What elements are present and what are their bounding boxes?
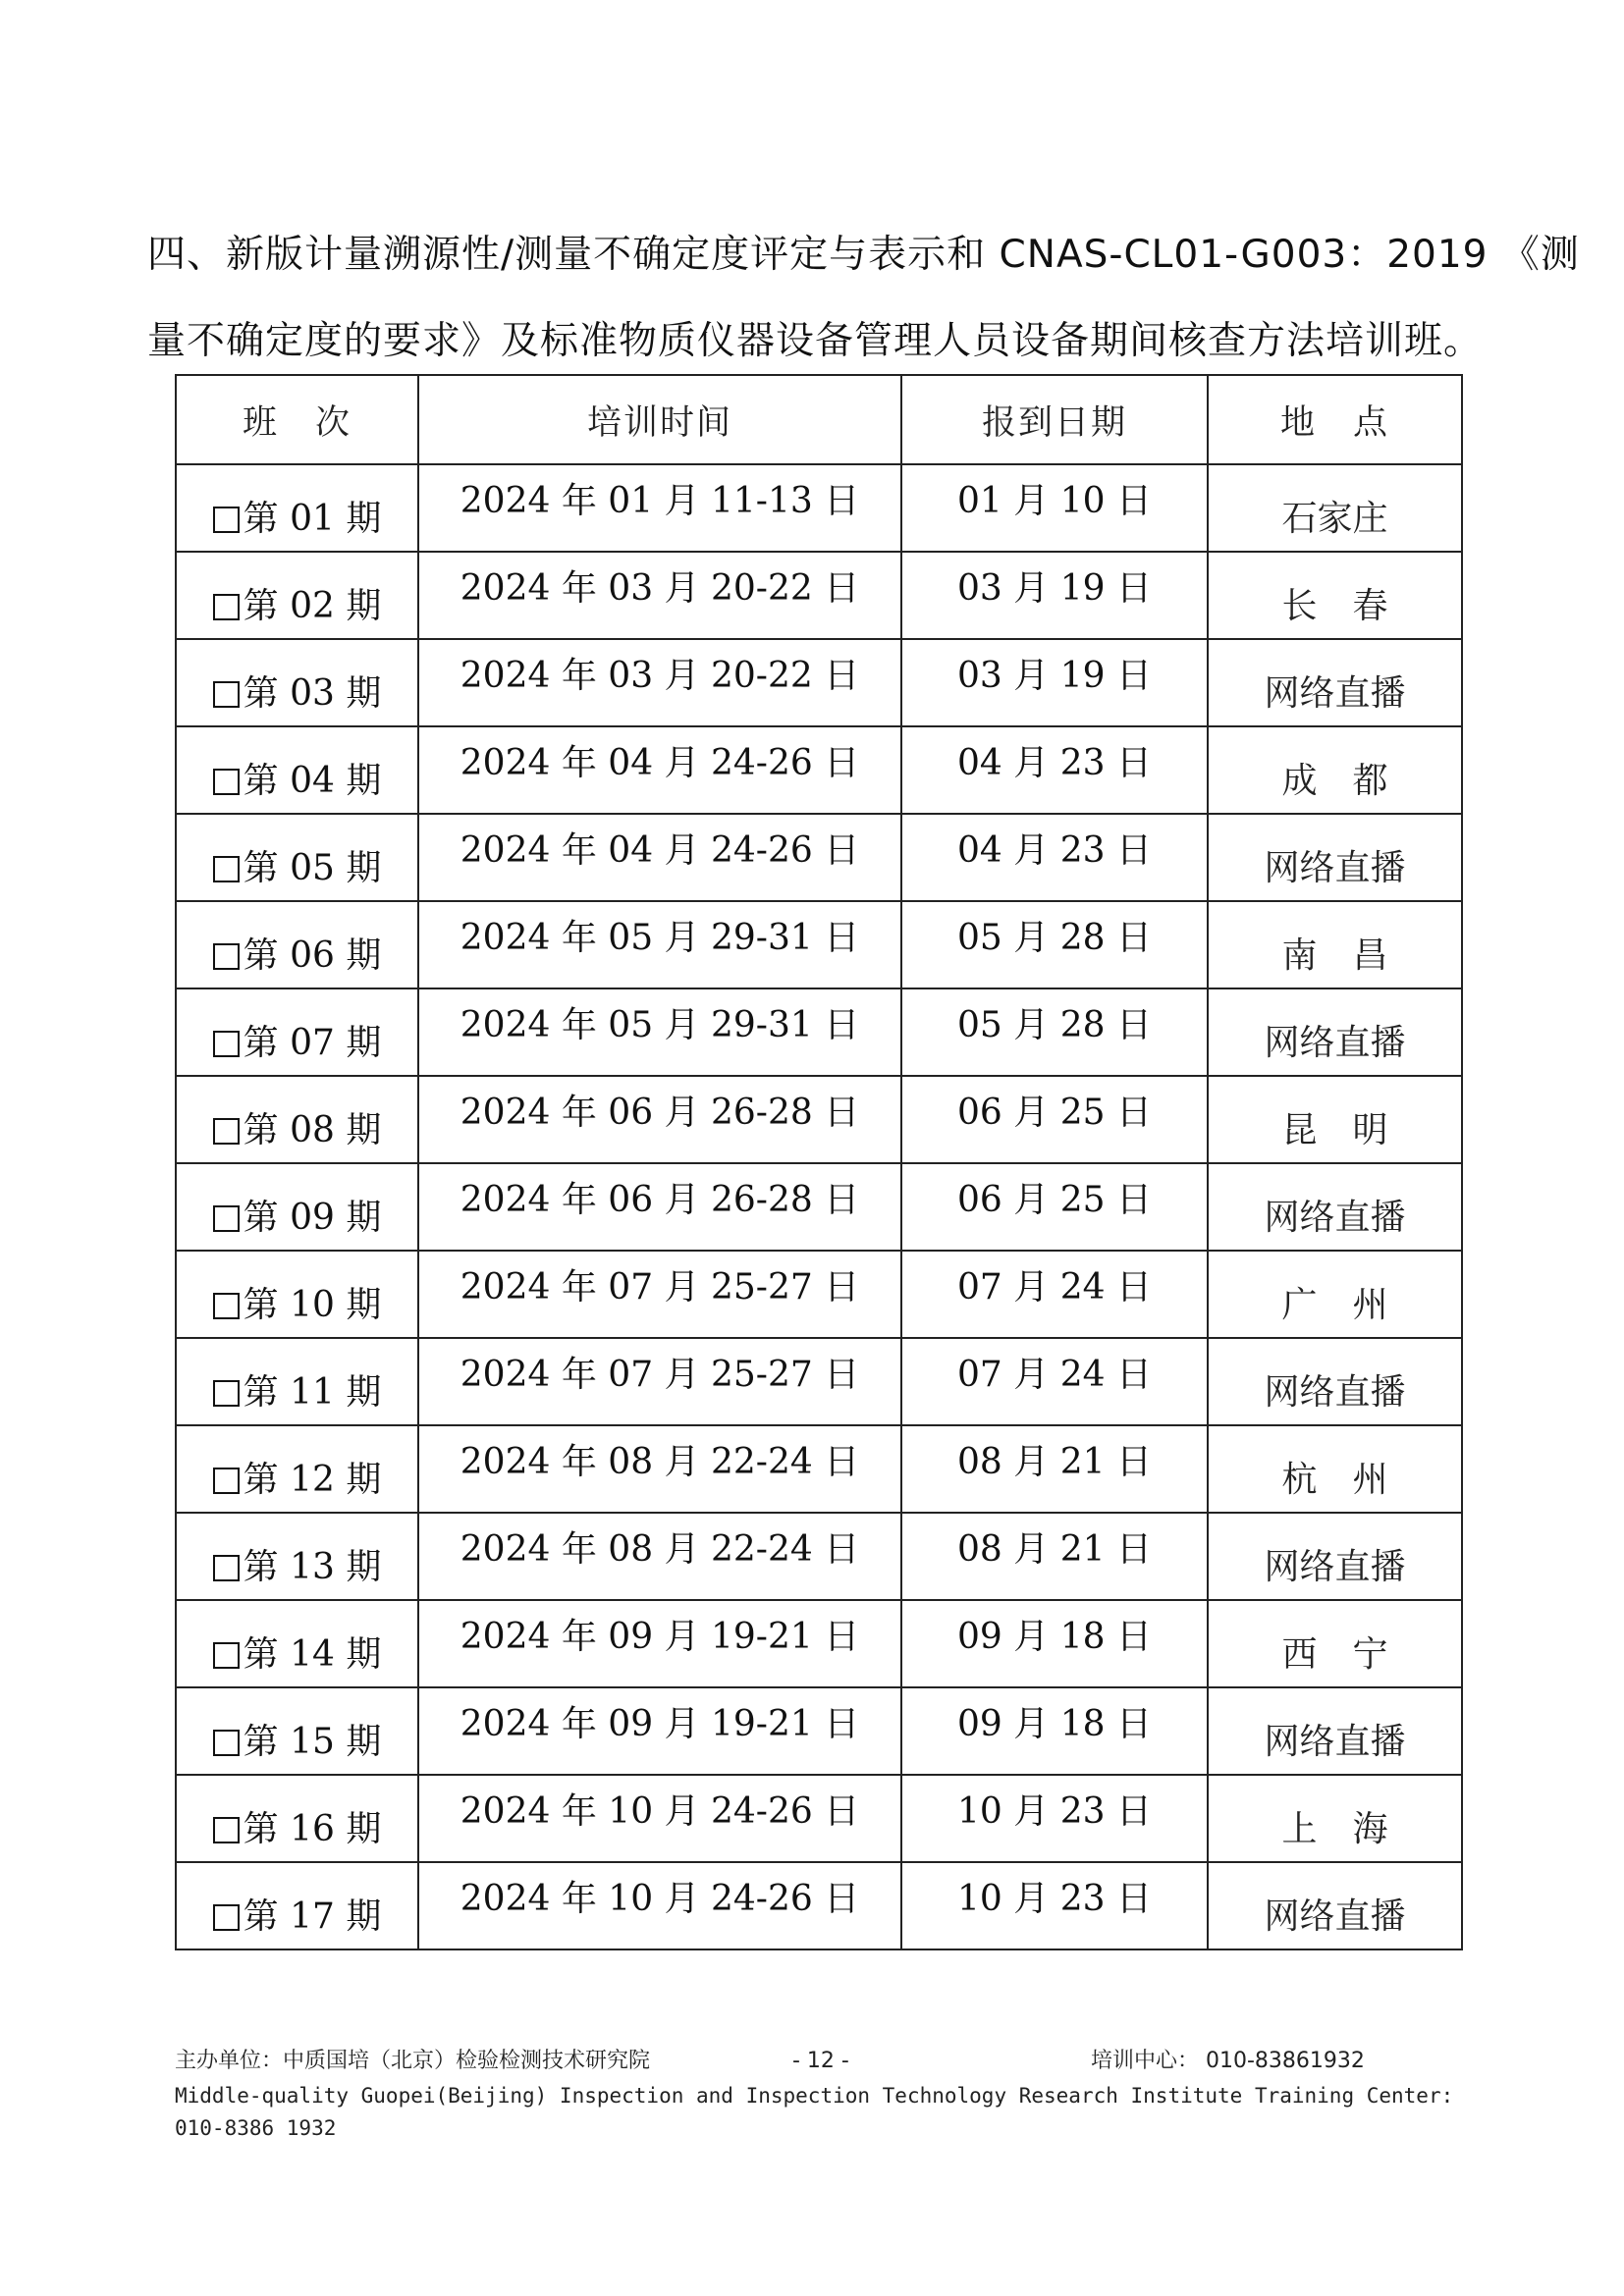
report-date-text: 03 月 19 日 — [957, 656, 1152, 696]
training-time-text: 2024 年 06 月 26-28 日 — [460, 1093, 860, 1133]
training-time-cell — [418, 1862, 901, 1949]
class-cell — [176, 1687, 418, 1775]
class-label: 第 09 期 — [243, 1198, 382, 1238]
table-row — [176, 1425, 1462, 1513]
class-label: 第 03 期 — [243, 673, 382, 714]
training-time-text: 2024 年 07 月 25-27 日 — [460, 1355, 860, 1395]
training-time-cell — [418, 464, 901, 552]
class-label: 第 13 期 — [243, 1547, 382, 1587]
location-text: 长 春 — [1281, 586, 1388, 626]
class-cell — [176, 814, 418, 901]
training-time-text: 2024 年 10 月 24-26 日 — [460, 1791, 860, 1832]
training-time-cell — [418, 1251, 901, 1338]
location-cell — [1208, 1600, 1462, 1687]
table-row — [176, 814, 1462, 901]
enroll-checkbox[interactable] — [213, 1730, 240, 1756]
training-time-text: 2024 年 05 月 29-31 日 — [460, 918, 860, 958]
location-text: 网络直播 — [1264, 673, 1406, 714]
training-time-cell — [418, 552, 901, 639]
class-label: 第 07 期 — [243, 1023, 382, 1063]
class-cell-content — [213, 1634, 382, 1675]
training-time-text: 2024 年 08 月 22-24 日 — [460, 1529, 860, 1570]
section-title-line-1: 四、新版计量溯源性/测量不确定度评定与表示和 CNAS-CL01-G003：2019 《测 — [147, 233, 1580, 277]
class-cell-content — [213, 1285, 382, 1325]
table-row — [176, 1513, 1462, 1600]
report-date-text: 09 月 18 日 — [957, 1704, 1152, 1744]
class-cell-content — [213, 1023, 382, 1063]
report-date-cell — [901, 1513, 1208, 1600]
header-report-date: 报到日期 — [901, 375, 1208, 464]
report-date-text: 05 月 28 日 — [957, 1005, 1152, 1045]
location-text: 网络直播 — [1264, 1372, 1406, 1413]
report-date-cell — [901, 1251, 1208, 1338]
class-cell — [176, 1076, 418, 1163]
location-text: 上 海 — [1281, 1809, 1388, 1849]
training-time-cell — [418, 1163, 901, 1251]
location-cell — [1208, 814, 1462, 901]
class-cell — [176, 1513, 418, 1600]
location-cell — [1208, 1076, 1462, 1163]
section-title — [147, 212, 1580, 385]
training-time-text: 2024 年 04 月 24-26 日 — [460, 743, 860, 783]
location-text: 网络直播 — [1264, 848, 1406, 888]
report-date-cell — [901, 1076, 1208, 1163]
class-label: 第 11 期 — [243, 1372, 382, 1413]
location-cell — [1208, 901, 1462, 988]
class-cell-content — [213, 848, 382, 888]
class-cell-content — [213, 586, 382, 626]
table-body — [176, 464, 1462, 1949]
training-time-text: 2024 年 04 月 24-26 日 — [460, 830, 860, 871]
header-location: 地 点 — [1208, 375, 1462, 464]
class-cell-content — [213, 761, 382, 801]
report-date-text: 04 月 23 日 — [957, 830, 1152, 871]
location-cell — [1208, 1163, 1462, 1251]
training-time-cell — [418, 1687, 901, 1775]
class-cell-content — [213, 673, 382, 714]
report-date-text: 04 月 23 日 — [957, 743, 1152, 783]
table-row — [176, 1076, 1462, 1163]
training-time-cell — [418, 639, 901, 726]
table-row — [176, 464, 1462, 552]
footer-training-center-phone: 培训中心： 010-83861932 — [1091, 2049, 1365, 2073]
enroll-checkbox[interactable] — [213, 507, 240, 533]
report-date-cell — [901, 1163, 1208, 1251]
class-cell-content — [213, 1110, 382, 1150]
training-time-cell — [418, 901, 901, 988]
enroll-checkbox[interactable] — [213, 943, 240, 970]
training-time-text: 2024 年 10 月 24-26 日 — [460, 1879, 860, 1919]
location-text: 网络直播 — [1264, 1722, 1406, 1762]
class-cell-content — [213, 935, 382, 976]
class-label: 第 12 期 — [243, 1460, 382, 1500]
table-row — [176, 1775, 1462, 1862]
class-cell-content — [213, 1809, 382, 1849]
report-date-cell — [901, 1687, 1208, 1775]
location-text: 石家庄 — [1281, 499, 1388, 539]
training-time-text: 2024 年 06 月 26-28 日 — [460, 1180, 860, 1220]
class-cell — [176, 1600, 418, 1687]
report-date-text: 10 月 23 日 — [957, 1879, 1152, 1919]
class-cell-content — [213, 1547, 382, 1587]
location-text: 南 昌 — [1281, 935, 1388, 976]
location-cell — [1208, 1251, 1462, 1338]
location-cell — [1208, 464, 1462, 552]
class-cell-content — [213, 1460, 382, 1500]
location-text: 昆 明 — [1281, 1110, 1388, 1150]
class-label: 第 06 期 — [243, 935, 382, 976]
class-cell-content — [213, 1896, 382, 1937]
location-cell — [1208, 988, 1462, 1076]
training-time-cell — [418, 726, 901, 814]
class-label: 第 17 期 — [243, 1896, 382, 1937]
report-date-cell — [901, 901, 1208, 988]
report-date-cell — [901, 726, 1208, 814]
training-time-text: 2024 年 03 月 20-22 日 — [460, 568, 860, 609]
enroll-checkbox[interactable] — [213, 1031, 240, 1057]
header-training-time: 培训时间 — [418, 375, 901, 464]
training-time-text: 2024 年 01 月 11-13 日 — [460, 481, 860, 521]
class-label: 第 02 期 — [243, 586, 382, 626]
training-time-text: 2024 年 08 月 22-24 日 — [460, 1442, 860, 1482]
table-row — [176, 901, 1462, 988]
report-date-text: 09 月 18 日 — [957, 1617, 1152, 1657]
class-cell — [176, 1425, 418, 1513]
class-label: 第 15 期 — [243, 1722, 382, 1762]
location-cell — [1208, 1513, 1462, 1600]
training-time-cell — [418, 814, 901, 901]
class-cell — [176, 464, 418, 552]
training-time-cell — [418, 988, 901, 1076]
training-time-text: 2024 年 03 月 20-22 日 — [460, 656, 860, 696]
class-cell — [176, 1862, 418, 1949]
enroll-checkbox[interactable] — [213, 1118, 240, 1145]
table-header-row — [176, 375, 1462, 464]
training-time-cell — [418, 1775, 901, 1862]
table-row — [176, 726, 1462, 814]
location-text: 网络直播 — [1264, 1896, 1406, 1937]
location-cell — [1208, 639, 1462, 726]
enroll-checkbox[interactable] — [213, 1293, 240, 1319]
training-time-cell — [418, 1338, 901, 1425]
footer-organizer: 主办单位：中质国培（北京）检验检测技术研究院 — [175, 2049, 651, 2073]
page-number: - 12 - — [792, 2049, 849, 2073]
class-cell — [176, 1163, 418, 1251]
report-date-cell — [901, 552, 1208, 639]
report-date-cell — [901, 1600, 1208, 1687]
table-row — [176, 1338, 1462, 1425]
class-cell — [176, 1338, 418, 1425]
report-date-cell — [901, 1775, 1208, 1862]
report-date-cell — [901, 814, 1208, 901]
report-date-cell — [901, 988, 1208, 1076]
location-text: 杭 州 — [1281, 1460, 1388, 1500]
class-cell — [176, 988, 418, 1076]
class-cell — [176, 639, 418, 726]
class-label: 第 14 期 — [243, 1634, 382, 1675]
report-date-text: 07 月 24 日 — [957, 1267, 1152, 1308]
enroll-checkbox[interactable] — [213, 1642, 240, 1669]
location-text: 网络直播 — [1264, 1547, 1406, 1587]
location-cell — [1208, 1425, 1462, 1513]
enroll-checkbox[interactable] — [213, 1817, 240, 1843]
training-time-cell — [418, 1425, 901, 1513]
section-title-line-2: 量不确定度的要求》及标准物质仪器设备管理人员设备期间核查方法培训班。 — [147, 319, 1484, 363]
report-date-text: 01 月 10 日 — [957, 481, 1152, 521]
report-date-text: 06 月 25 日 — [957, 1180, 1152, 1220]
class-cell-content — [213, 1722, 382, 1762]
location-cell — [1208, 1338, 1462, 1425]
location-cell — [1208, 1775, 1462, 1862]
class-cell-content — [213, 1372, 382, 1413]
location-text: 网络直播 — [1264, 1023, 1406, 1063]
training-schedule-table — [175, 374, 1463, 1950]
table-row — [176, 1862, 1462, 1949]
training-time-text: 2024 年 05 月 29-31 日 — [460, 1005, 860, 1045]
location-cell — [1208, 726, 1462, 814]
training-time-text: 2024 年 09 月 19-21 日 — [460, 1704, 860, 1744]
header-class: 班 次 — [176, 375, 418, 464]
class-label: 第 01 期 — [243, 499, 382, 539]
class-label: 第 05 期 — [243, 848, 382, 888]
page-footer — [175, 2047, 1471, 2145]
class-cell — [176, 726, 418, 814]
report-date-text: 03 月 19 日 — [957, 568, 1152, 609]
training-time-cell — [418, 1076, 901, 1163]
report-date-cell — [901, 639, 1208, 726]
location-text: 网络直播 — [1264, 1198, 1406, 1238]
table-row — [176, 639, 1462, 726]
class-cell — [176, 1775, 418, 1862]
location-cell — [1208, 1687, 1462, 1775]
enroll-checkbox[interactable] — [213, 856, 240, 882]
enroll-checkbox[interactable] — [213, 1205, 240, 1232]
table-row — [176, 1251, 1462, 1338]
report-date-text: 08 月 21 日 — [957, 1442, 1152, 1482]
class-cell — [176, 901, 418, 988]
report-date-text: 08 月 21 日 — [957, 1529, 1152, 1570]
enroll-checkbox[interactable] — [213, 769, 240, 795]
location-text: 西 宁 — [1281, 1634, 1388, 1675]
enroll-checkbox[interactable] — [213, 594, 240, 620]
class-cell — [176, 552, 418, 639]
report-date-text: 07 月 24 日 — [957, 1355, 1152, 1395]
training-time-cell — [418, 1513, 901, 1600]
report-date-text: 06 月 25 日 — [957, 1093, 1152, 1133]
table-row — [176, 1600, 1462, 1687]
footer-english-line-2: 010-8386 1932 — [175, 2116, 337, 2140]
class-cell-content — [213, 1198, 382, 1238]
enroll-checkbox[interactable] — [213, 1468, 240, 1494]
table-row — [176, 1687, 1462, 1775]
enroll-checkbox[interactable] — [213, 1555, 240, 1581]
class-cell — [176, 1251, 418, 1338]
class-label: 第 10 期 — [243, 1285, 382, 1325]
footer-english-line-1: Middle-quality Guopei(Beijing) Inspection and Inspection Technology Research Institute Training Center: — [175, 2084, 1454, 2108]
enroll-checkbox[interactable] — [213, 1904, 240, 1931]
location-cell — [1208, 1862, 1462, 1949]
class-label: 第 08 期 — [243, 1110, 382, 1150]
training-time-text: 2024 年 07 月 25-27 日 — [460, 1267, 860, 1308]
class-label: 第 16 期 — [243, 1809, 382, 1849]
training-time-cell — [418, 1600, 901, 1687]
report-date-cell — [901, 1862, 1208, 1949]
location-text: 成 都 — [1281, 761, 1388, 801]
class-cell-content — [213, 499, 382, 539]
table-row — [176, 1163, 1462, 1251]
report-date-text: 05 月 28 日 — [957, 918, 1152, 958]
training-time-text: 2024 年 09 月 19-21 日 — [460, 1617, 860, 1657]
report-date-cell — [901, 1425, 1208, 1513]
table-row — [176, 988, 1462, 1076]
report-date-cell — [901, 464, 1208, 552]
location-cell — [1208, 552, 1462, 639]
class-label: 第 04 期 — [243, 761, 382, 801]
report-date-cell — [901, 1338, 1208, 1425]
enroll-checkbox[interactable] — [213, 1380, 240, 1407]
enroll-checkbox[interactable] — [213, 681, 240, 708]
report-date-text: 10 月 23 日 — [957, 1791, 1152, 1832]
table-row — [176, 552, 1462, 639]
location-text: 广 州 — [1281, 1285, 1388, 1325]
